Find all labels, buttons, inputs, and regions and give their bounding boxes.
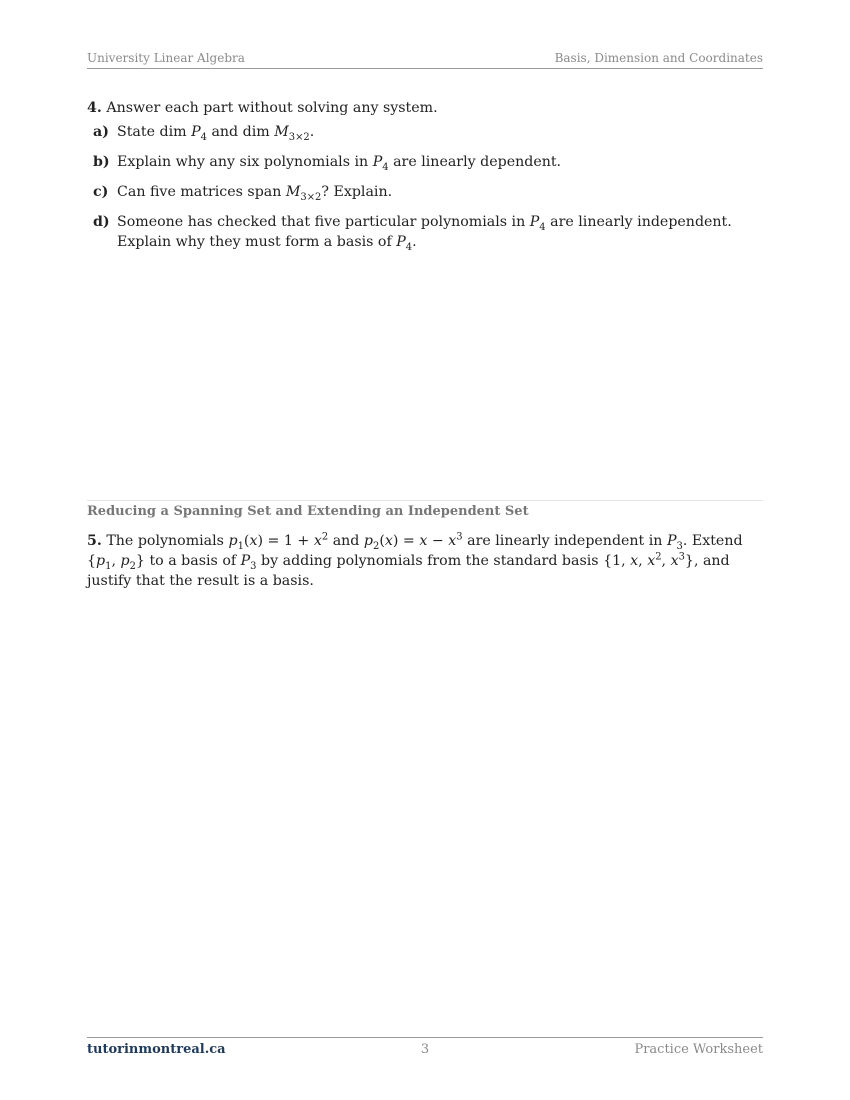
header-divider [87,68,763,69]
part-a-text: State dim $P_4$ and dim $M_{3\times 2}$. [117,124,315,143]
footer-doc-type: Practice Worksheet [634,1042,763,1057]
page-footer [87,1042,763,1060]
part-c-label: c) [93,184,109,200]
header-course-title: University Linear Algebra [87,51,245,65]
part-d-text: Someone has checked that five particular polynomials in $P_4$ are linearly independent. Explain why they must form a basis of $P_4$. [117,214,732,253]
footer-divider [87,1037,763,1038]
page-header [87,51,763,67]
question-5: 5. The polynomials $p_1(x) = 1 + x^2$ and $p_2(x) = x - x^3$ are linearly independent in $P_3$. Extend {$p_1$, $p_2$} to a basis of $P_3$ by adding polynomials from the standard basis {1, x, $x^2$, $x^3$}, and justify that the result is a basis. [87,531,743,589]
section-divider [87,500,763,501]
question-4-part-b [93,152,765,172]
header-topic-title: Basis, Dimension and Coordinates [554,51,763,65]
part-b-text: Explain why any six polynomials in $P_4$ are linearly dependent. [117,154,562,173]
question-4-part-d [93,212,765,252]
question-4-number: 4. [87,100,102,116]
question-4-text: Answer each part without solving any system. [106,100,438,116]
footer-website: tutorinmontreal.ca [87,1042,226,1057]
question-4-part-a [93,122,765,142]
section-title: Reducing a Spanning Set and Extending an Independent Set [87,504,529,519]
question-4-intro [87,98,767,118]
part-b-label: b) [93,154,110,170]
question-5-number: 5. [87,533,102,549]
part-a-label: a) [93,124,109,140]
question-4-part-c [93,182,765,202]
part-d-label: d) [93,214,110,230]
page-number: 3 [420,1042,430,1057]
part-c-text: Can five matrices span $M_{3\times 2}$? Explain. [117,184,393,203]
